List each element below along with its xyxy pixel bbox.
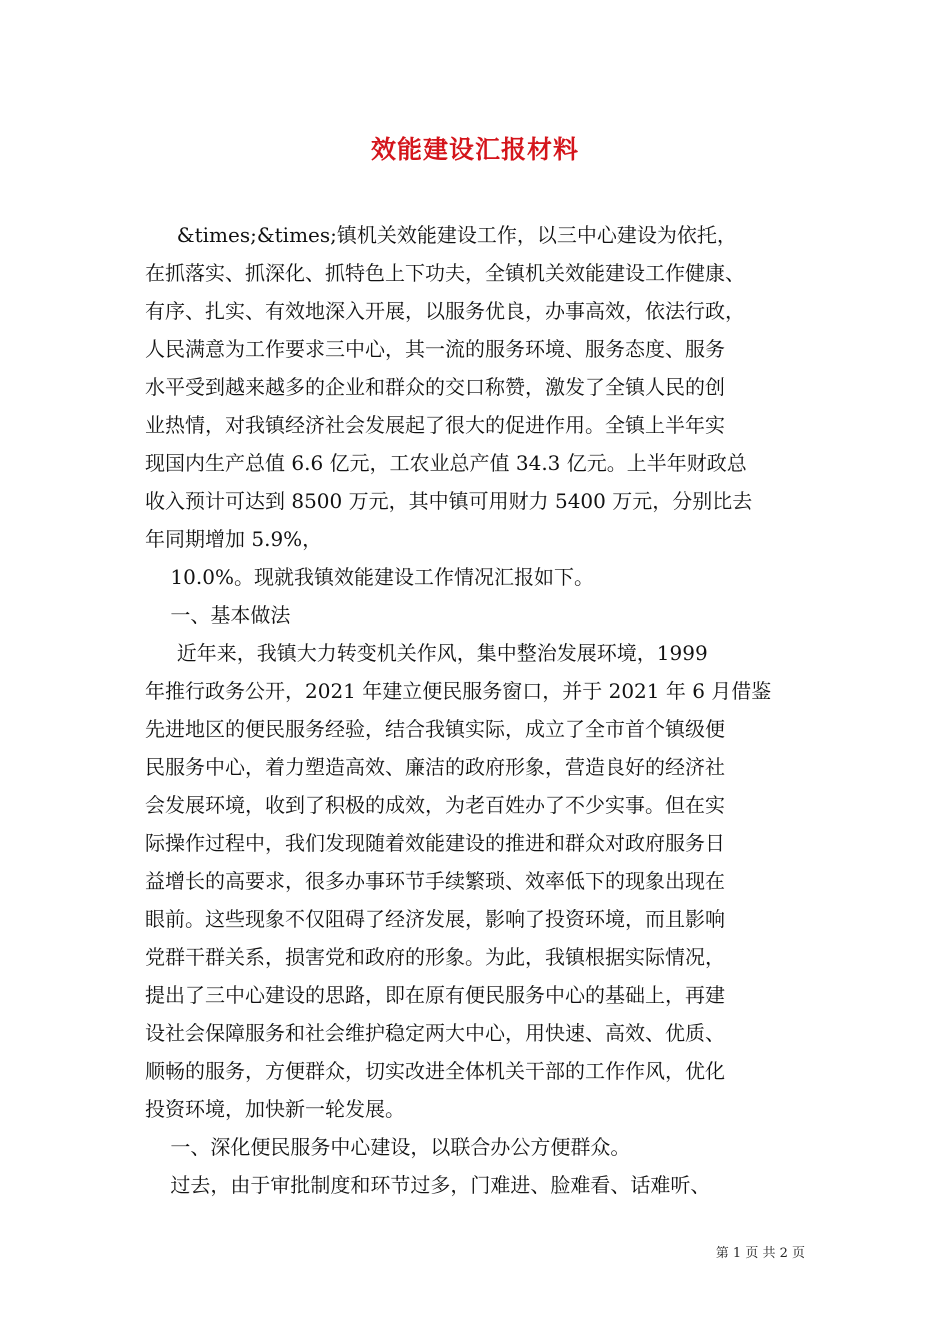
body-text-line: 党群干群关系，损害党和政府的形象。为此，我镇根据实际情况， — [145, 945, 725, 969]
body-text-line: 过去，由于审批制度和环节过多，门难进、脸难看、话难听、 — [145, 1173, 711, 1197]
body-text-line: 一、深化便民服务中心建设，以联合办公方便群众。 — [145, 1135, 631, 1159]
body-text-line: 益增长的高要求，很多办事环节手续繁琐、效率低下的现象出现在 — [145, 869, 725, 893]
body-text-line: 一、基本做法 — [145, 603, 291, 627]
body-text-line: 顺畅的服务，方便群众，切实改进全体机关干部的工作作风，优化 — [145, 1059, 725, 1083]
body-text-line: 人民满意为工作要求三中心，其一流的服务环境、服务态度、服务 — [145, 337, 725, 361]
body-text-line: 先进地区的便民服务经验，结合我镇实际，成立了全市首个镇级便 — [145, 717, 725, 741]
body-text-line: 投资环境，加快新一轮发展。 — [145, 1097, 405, 1121]
body-text-line: 提出了三中心建设的思路，即在原有便民服务中心的基础上，再建 — [145, 983, 725, 1007]
body-text-line: 业热情，对我镇经济社会发展起了很大的促进作用。全镇上半年实 — [145, 413, 725, 437]
body-text-line: 际操作过程中，我们发现随着效能建设的推进和群众对政府服务日 — [145, 831, 725, 855]
body-text-line: 有序、扎实、有效地深入开展，以服务优良，办事高效，依法行政， — [145, 299, 745, 323]
body-text-line: 近年来，我镇大力转变机关作风，集中整治发展环境，1999 — [145, 641, 708, 665]
body-text-line: 水平受到越来越多的企业和群众的交口称赞，激发了全镇人民的创 — [145, 375, 725, 399]
document-title: 效能建设汇报材料 — [370, 135, 579, 164]
body-text-line: 眼前。这些现象不仅阻碍了经济发展，影响了投资环境，而且影响 — [145, 907, 725, 931]
body-text-line: 10.0%。现就我镇效能建设工作情况汇报如下。 — [145, 565, 594, 589]
page-footer: 第 1 页 共 2 页 — [715, 1246, 805, 1261]
body-text-line: 收入预计可达到 8500 万元，其中镇可用财力 5400 万元，分别比去 — [145, 489, 753, 513]
body-text-line: 在抓落实、抓深化、抓特色上下功夫，全镇机关效能建设工作健康、 — [145, 261, 745, 285]
body-text-line: 会发展环境，收到了积极的成效，为老百姓办了不少实事。但在实 — [145, 793, 725, 817]
body-text-line: 民服务中心，着力塑造高效、廉洁的政府形象，营造良好的经济社 — [145, 755, 725, 779]
body-text-line: 年推行政务公开，2021 年建立便民服务窗口，并于 2021 年 6 月借鉴 — [145, 679, 772, 703]
body-text-line: 设社会保障服务和社会维护稳定两大中心，用快速、高效、优质、 — [145, 1021, 725, 1045]
body-text-line: &times;&times;镇机关效能建设工作，以三中心建设为依托， — [145, 223, 737, 247]
body-text-line: 现国内生产总值 6.6 亿元，工农业总产值 34.3 亿元。上半年财政总 — [145, 451, 747, 475]
body-text-line: 年同期增加 5.9%， — [145, 527, 323, 551]
